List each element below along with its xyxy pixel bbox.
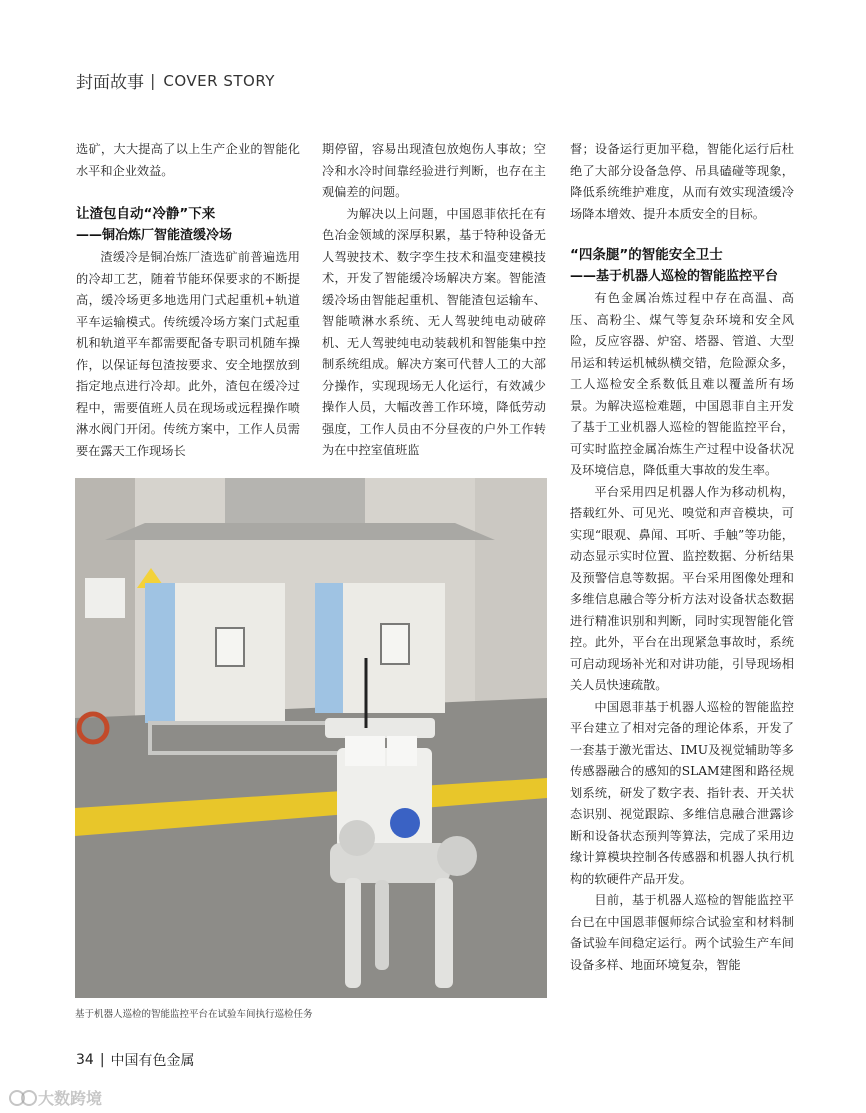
section-heading: “四条腿”的智能安全卫士 <box>570 247 723 263</box>
footer-separator: | <box>99 1052 105 1068</box>
paragraph: 期停留，容易出现渣包放炮伤人事故；空冷和水冷时间靠经验进行判断，也存在主观偏差的问题。 <box>322 142 546 199</box>
paragraph: 为解决以上问题，中国恩菲依托在有色冶金领域的深厚积累，基于特种设备无人驾驶技术、数字孪生技术和温变建模技术，开发了智能缓冷场解决方案。智能渣缓冷场由智能起重机、智能渣包运输车、智能喷淋水系统、无人驾驶纯电动破碎机、无人驾驶纯电动装载机和智能集中控制系统组成。解决方案可代替人工的大部分操作，实现现场无人化运行，有效减少操作人员，大幅改善工作环境，降低劳动强度，工作人员由不分昼夜的户外工作转为在中控室值班监 <box>322 206 546 457</box>
section-title-cn: 封面故事 <box>76 73 144 93</box>
robot-photo <box>75 478 547 998</box>
page-number: 34 <box>76 1052 94 1068</box>
paragraph: 中国恩菲基于机器人巡检的智能监控平台建立了相对完备的理论体系，开发了一套基于激光雷达、IMU及视觉辅助等多传感器融合的感知的SLAM建图和路径规划系统，研发了数字表、指针表、开关状态识别、视觉跟踪、多维信息融合泄露诊断和设备状态预判等算法，完成了采用边缘计算模块控制各传感器和机器人执行机构的软硬件产品开发。 <box>570 699 794 886</box>
column-2 <box>322 139 546 462</box>
header-separator: | <box>150 71 156 90</box>
photo-caption: 基于机器人巡检的智能监控平台在试验车间执行巡检任务 <box>75 1009 313 1020</box>
watermark-logo-icon <box>8 1088 38 1108</box>
section-subheading: ——铜冶炼厂智能渣缓冷场 <box>76 228 233 243</box>
page-footer <box>76 1050 195 1070</box>
section-subheading: ——基于机器人巡检的智能监控平台 <box>570 269 779 284</box>
magazine-name: 中国有色金属 <box>110 1053 195 1069</box>
exhaust-hood <box>105 523 495 540</box>
robot-photo-illustration <box>75 478 547 998</box>
paragraph: 选矿，大大提高了以上生产企业的智能化水平和企业效益。 <box>76 142 300 178</box>
watermark-text: 大数跨境 <box>38 1089 103 1108</box>
paragraph: 渣缓冷是铜冶炼厂渣选矿前普遍选用的冷却工艺，随着节能环保要求的不断提高，缓冷场更多地选用门式起重机+轨道平车运输模式。传统缓冷场方案门式起重机和轨道平车都需要配备专职司机随车操作，以保证每包渣按要求、安全地摆放到指定地点进行冷却。此外，渣包在缓冷过程中，需要值班人员在现场或远程操作喷淋水阀门开闭。传统方案中，工作人员需要在露天工作现场长 <box>76 250 300 458</box>
watermark <box>8 1086 102 1109</box>
paragraph: 有色金属冶炼过程中存在高温、高压、高粉尘、煤气等复杂环境和安全风险，反应容器、炉窑、塔器、管道、大型吊运和转运机械纵横交错，危险源众多，工人巡检安全系数低且难以覆盖所有场景。为解决巡检难题，中国恩菲自主开发了基于工业机器人巡检的智能监控平台，可实时监控金属冶炼生产过程中设备状况及环境信息，降低重大事故的发生率。 <box>570 291 794 477</box>
section-title-en: COVER STORY <box>163 71 275 90</box>
column-3 <box>570 139 794 976</box>
section-heading: 让渣包自动“冷静”下来 <box>76 206 216 222</box>
column-1 <box>76 139 300 462</box>
paragraph: 督；设备运行更加平稳，智能化运行后杜绝了大部分设备急停、吊具磕碰等现象，降低系统维护难度，从而有效实现渣缓冷场降本增效、提升本质安全的目标。 <box>570 142 794 221</box>
paragraph: 平台采用四足机器人作为移动机构，搭载红外、可见光、嗅觉和声音模块，可实现“眼观、鼻闻、耳听、手触”等功能，动态显示实时位置、监控数据、分析结果及预警信息等数据。平台采用图像处理和多维信息融合等分析方法对设备状态数据进行精准识别和判断，同时实现智能化管控。此外，平台在出现紧急事故时，系统可启动现场补光和对讲功能，引导现场相关人员快速疏散。 <box>570 484 794 692</box>
paragraph: 目前，基于机器人巡检的智能监控平台已在中国恩菲偃师综合试验室和材料制备试验车间稳定运行。两个试验生产车间设备多样、地面环境复杂，智能 <box>570 893 794 972</box>
page-header <box>76 68 275 93</box>
